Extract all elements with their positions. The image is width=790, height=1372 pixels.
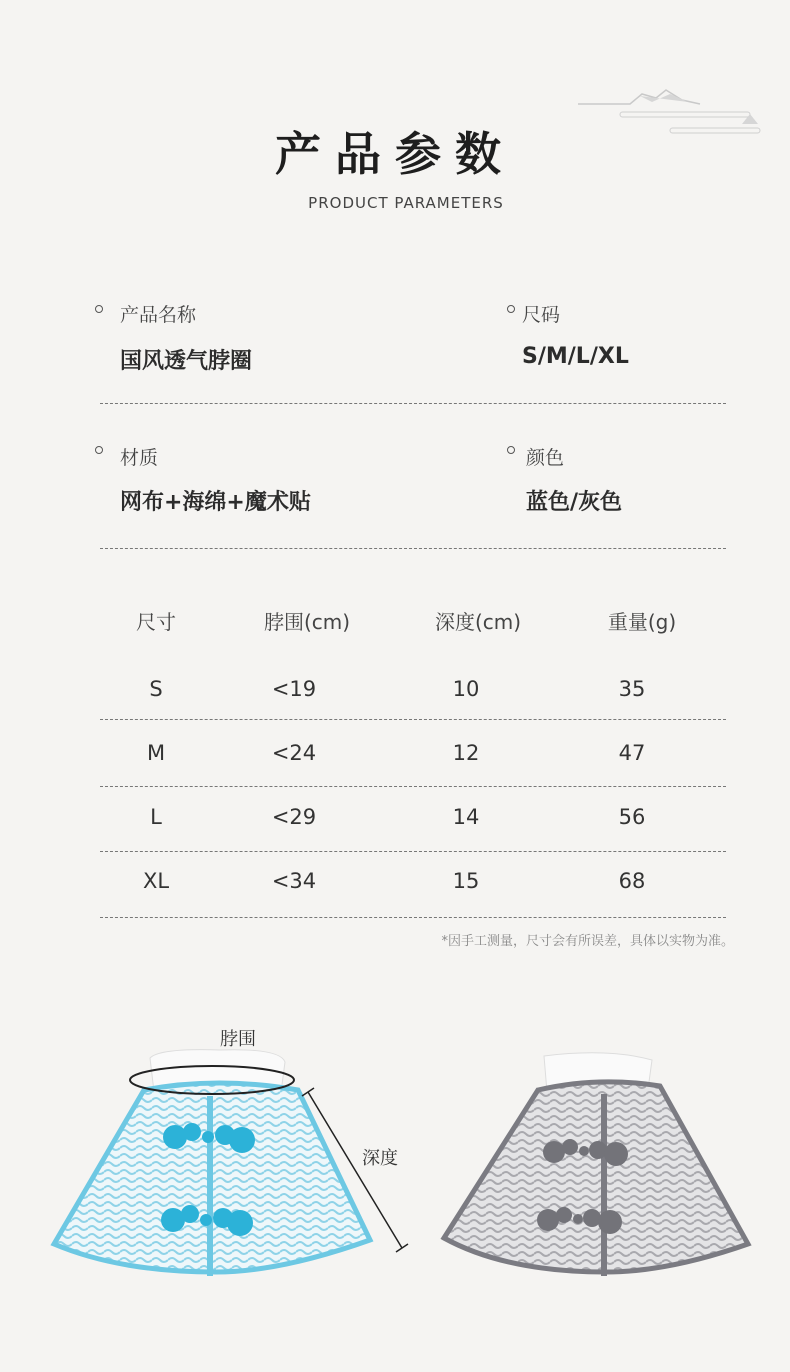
divider xyxy=(100,403,726,404)
bullet-icon xyxy=(95,305,103,313)
table-cell: S xyxy=(149,677,163,701)
page-subtitle: PRODUCT PARAMETERS xyxy=(308,194,504,212)
bullet-icon xyxy=(95,446,103,454)
depth-label: 深度 xyxy=(362,1148,398,1169)
page-title: 产品参数 xyxy=(275,127,515,181)
table-cell: 12 xyxy=(452,741,480,765)
param-value-size: S/M/L/XL xyxy=(522,344,629,369)
table-cell: 15 xyxy=(452,869,480,893)
table-cell: 47 xyxy=(618,741,646,765)
bullet-icon xyxy=(507,305,515,313)
table-cell: 10 xyxy=(452,677,480,701)
table-header: 尺寸 xyxy=(136,610,176,634)
divider xyxy=(100,786,726,787)
param-label-color: 颜色 xyxy=(526,447,565,469)
table-cell: <34 xyxy=(271,869,317,893)
divider xyxy=(100,851,726,852)
neck-label: 脖围 xyxy=(220,1029,256,1050)
blue-collar-image xyxy=(40,1040,420,1290)
divider xyxy=(100,719,726,720)
table-cell: 35 xyxy=(618,677,646,701)
param-value-material: 网布+海绵+魔术贴 xyxy=(120,490,311,515)
table-header: 重量(g) xyxy=(607,610,677,634)
table-cell: M xyxy=(146,741,166,765)
table-cell: 56 xyxy=(618,805,646,829)
measurement-note: *因手工测量，尺寸会有所误差，具体以实物为准。 xyxy=(441,934,734,949)
param-label-size: 尺码 xyxy=(522,304,561,326)
table-cell: <29 xyxy=(271,805,317,829)
param-label-material: 材质 xyxy=(120,447,159,469)
table-cell: L xyxy=(150,805,162,829)
table-header: 深度(cm) xyxy=(434,610,522,634)
gray-collar-image xyxy=(438,1050,778,1280)
bullet-icon xyxy=(507,446,515,454)
param-value-color: 蓝色/灰色 xyxy=(526,490,623,515)
table-cell: <24 xyxy=(271,741,317,765)
table-cell: XL xyxy=(142,869,170,893)
divider xyxy=(100,548,726,549)
param-label-name: 产品名称 xyxy=(120,304,197,326)
table-cell: 68 xyxy=(618,869,646,893)
table-cell: 14 xyxy=(452,805,480,829)
table-cell: <19 xyxy=(271,677,317,701)
divider xyxy=(100,917,726,918)
table-header: 脖围(cm) xyxy=(263,610,351,634)
param-value-name: 国风透气脖圈 xyxy=(120,349,253,374)
